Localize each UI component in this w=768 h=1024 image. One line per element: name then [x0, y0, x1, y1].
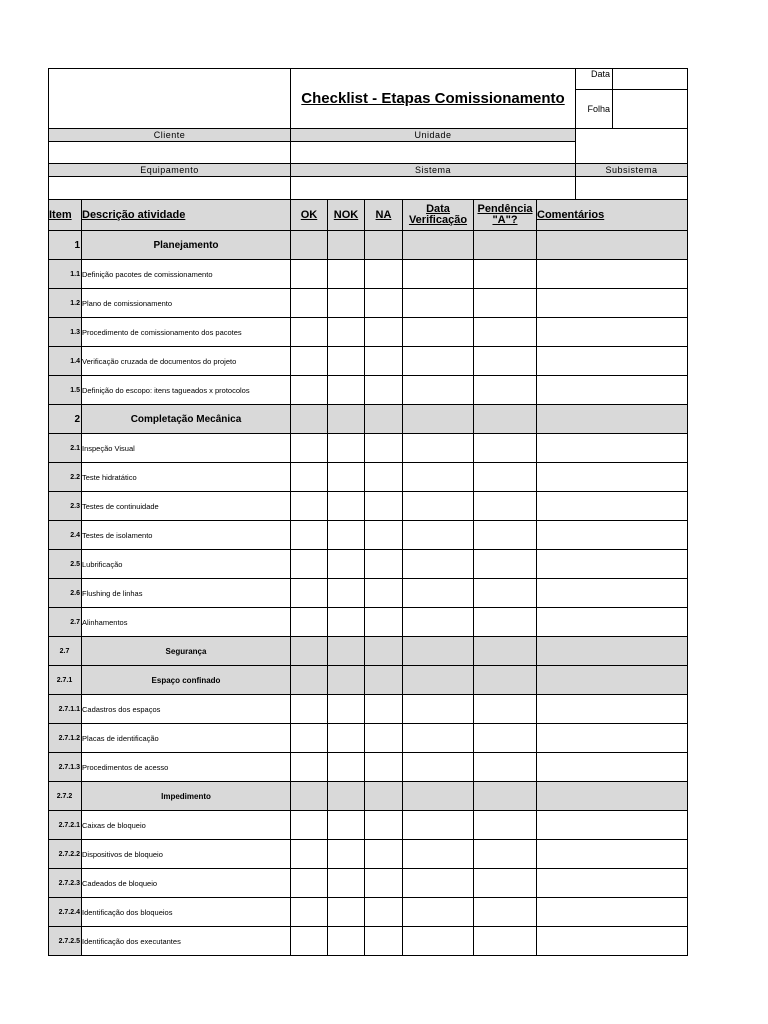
pendencia-cell[interactable] [474, 753, 537, 782]
table-row [49, 376, 688, 405]
comentarios-cell [537, 782, 688, 811]
data-verificacao-cell[interactable] [403, 521, 474, 550]
equipamento-label: Equipamento [49, 164, 291, 177]
item-number: 2.7.2.1 [49, 811, 82, 840]
activity-description: Definição do escopo: itens tagueados x protocolos [82, 376, 291, 405]
item-number: 2.7 [49, 637, 82, 666]
item-number: 2.7.1.1 [49, 695, 82, 724]
nok-cell[interactable] [328, 724, 365, 753]
table-row [49, 463, 688, 492]
col-comentarios: Comentários [537, 200, 688, 231]
nok-cell [328, 637, 365, 666]
comentarios-cell[interactable] [537, 289, 688, 318]
ok-cell[interactable] [291, 289, 328, 318]
data-verificacao-cell [403, 405, 474, 434]
nok-cell[interactable] [328, 521, 365, 550]
checklist-sheet [48, 68, 687, 956]
table-row [49, 753, 688, 782]
na-cell[interactable] [365, 521, 403, 550]
table-row [49, 492, 688, 521]
pendencia-cell [474, 405, 537, 434]
pendencia-cell[interactable] [474, 695, 537, 724]
nok-cell[interactable] [328, 289, 365, 318]
col-pendencia-line2: "A"? [492, 214, 518, 226]
data-verificacao-cell[interactable] [403, 550, 474, 579]
nok-cell [328, 231, 365, 260]
item-number: 2.7.2 [49, 782, 82, 811]
table-row [49, 724, 688, 753]
sistema-field[interactable] [291, 177, 576, 200]
ok-cell [291, 666, 328, 695]
col-data-verificacao [403, 200, 474, 231]
ok-cell[interactable] [291, 376, 328, 405]
item-number: 2.6 [49, 579, 82, 608]
ok-cell[interactable] [291, 608, 328, 637]
item-number: 2.7.1.3 [49, 753, 82, 782]
ok-cell[interactable] [291, 318, 328, 347]
item-number: 2.3 [49, 492, 82, 521]
pendencia-cell[interactable] [474, 579, 537, 608]
checklist-rows [49, 231, 688, 956]
comentarios-cell[interactable] [537, 840, 688, 869]
pendencia-cell[interactable] [474, 869, 537, 898]
data-verificacao-cell[interactable] [403, 840, 474, 869]
table-row [49, 434, 688, 463]
table-row [49, 579, 688, 608]
activity-description: Identificação dos executantes [82, 927, 291, 956]
data-verificacao-cell[interactable] [403, 927, 474, 956]
activity-description: Cadeados de bloqueio [82, 869, 291, 898]
comentarios-cell[interactable] [537, 695, 688, 724]
nok-cell[interactable] [328, 840, 365, 869]
na-cell[interactable] [365, 318, 403, 347]
item-number: 2.7 [49, 608, 82, 637]
data-verificacao-cell[interactable] [403, 898, 474, 927]
na-cell[interactable] [365, 260, 403, 289]
pendencia-cell[interactable] [474, 521, 537, 550]
col-nok: NOK [328, 200, 365, 231]
na-cell[interactable] [365, 927, 403, 956]
ok-cell[interactable] [291, 521, 328, 550]
equipamento-field[interactable] [49, 177, 291, 200]
activity-description: Verificação cruzada de documentos do projeto [82, 347, 291, 376]
na-cell[interactable] [365, 753, 403, 782]
na-cell [365, 231, 403, 260]
item-number: 1.5 [49, 376, 82, 405]
data-verificacao-cell[interactable] [403, 695, 474, 724]
data-verificacao-cell [403, 231, 474, 260]
comentarios-cell[interactable] [537, 434, 688, 463]
data-verificacao-cell[interactable] [403, 463, 474, 492]
data-verificacao-cell [403, 782, 474, 811]
col-pendencia-line1: Pendência [477, 203, 533, 215]
item-number: 2.7.2.2 [49, 840, 82, 869]
col-item: Item [49, 200, 82, 231]
pendencia-cell[interactable] [474, 347, 537, 376]
item-number: 1 [49, 231, 82, 260]
nok-cell [328, 405, 365, 434]
activity-description: Procedimentos de acesso [82, 753, 291, 782]
ok-cell [291, 782, 328, 811]
pendencia-cell[interactable] [474, 811, 537, 840]
activity-description: Caixas de bloqueio [82, 811, 291, 840]
na-cell[interactable] [365, 695, 403, 724]
activity-description: Teste hidratático [82, 463, 291, 492]
na-cell[interactable] [365, 840, 403, 869]
comentarios-cell[interactable] [537, 492, 688, 521]
section-title: Impedimento [82, 782, 291, 811]
ok-cell[interactable] [291, 550, 328, 579]
na-cell[interactable] [365, 434, 403, 463]
comentarios-cell[interactable] [537, 898, 688, 927]
comentarios-cell[interactable] [537, 869, 688, 898]
item-number: 2.7.1 [49, 666, 82, 695]
item-number: 2.2 [49, 463, 82, 492]
item-number: 1.4 [49, 347, 82, 376]
nok-cell[interactable] [328, 811, 365, 840]
section-row [49, 405, 688, 434]
section-row [49, 231, 688, 260]
table-row [49, 289, 688, 318]
comentarios-cell[interactable] [537, 811, 688, 840]
comentarios-cell[interactable] [537, 724, 688, 753]
data-verificacao-cell[interactable] [403, 753, 474, 782]
na-cell[interactable] [365, 550, 403, 579]
comentarios-cell [537, 666, 688, 695]
info-blank-right [576, 129, 688, 164]
nok-cell[interactable] [328, 550, 365, 579]
na-cell[interactable] [365, 463, 403, 492]
item-number: 1.2 [49, 289, 82, 318]
section-row [49, 782, 688, 811]
na-cell[interactable] [365, 492, 403, 521]
activity-description: Cadastros dos espaços [82, 695, 291, 724]
table-row [49, 869, 688, 898]
na-cell[interactable] [365, 869, 403, 898]
item-number: 2.5 [49, 550, 82, 579]
data-verificacao-cell [403, 637, 474, 666]
na-cell [365, 405, 403, 434]
na-cell[interactable] [365, 724, 403, 753]
item-number: 1.1 [49, 260, 82, 289]
ok-cell[interactable] [291, 347, 328, 376]
activity-description: Dispositivos de bloqueio [82, 840, 291, 869]
pendencia-cell [474, 637, 537, 666]
pendencia-cell[interactable] [474, 376, 537, 405]
ok-cell [291, 231, 328, 260]
data-verificacao-cell[interactable] [403, 434, 474, 463]
table-row [49, 318, 688, 347]
ok-cell[interactable] [291, 463, 328, 492]
comentarios-cell [537, 637, 688, 666]
nok-cell[interactable] [328, 898, 365, 927]
nok-cell[interactable] [328, 695, 365, 724]
ok-cell [291, 637, 328, 666]
comentarios-cell[interactable] [537, 318, 688, 347]
table-row [49, 550, 688, 579]
data-verificacao-cell[interactable] [403, 608, 474, 637]
nok-cell[interactable] [328, 927, 365, 956]
table-row [49, 927, 688, 956]
activity-description: Definição pacotes de comissionamento [82, 260, 291, 289]
ok-cell[interactable] [291, 695, 328, 724]
na-cell[interactable] [365, 579, 403, 608]
ok-cell[interactable] [291, 869, 328, 898]
data-verificacao-cell[interactable] [403, 260, 474, 289]
page-title: Checklist - Etapas Comissionamento [301, 89, 565, 107]
na-cell[interactable] [365, 347, 403, 376]
item-number: 1.3 [49, 318, 82, 347]
na-cell[interactable] [365, 608, 403, 637]
activity-description: Alinhamentos [82, 608, 291, 637]
ok-cell[interactable] [291, 492, 328, 521]
subsistema-label: Subsistema [576, 164, 688, 177]
comentarios-cell[interactable] [537, 550, 688, 579]
nok-cell[interactable] [328, 608, 365, 637]
info-table [48, 128, 688, 200]
pendencia-cell[interactable] [474, 289, 537, 318]
data-verificacao-cell[interactable] [403, 724, 474, 753]
activity-description: Testes de isolamento [82, 521, 291, 550]
ok-cell[interactable] [291, 927, 328, 956]
pendencia-cell[interactable] [474, 840, 537, 869]
logo-area[interactable] [49, 69, 291, 129]
section-title: Espaço confinado [82, 666, 291, 695]
unidade-field[interactable] [291, 142, 576, 164]
nok-cell[interactable] [328, 492, 365, 521]
item-number: 2 [49, 405, 82, 434]
nok-cell[interactable] [328, 347, 365, 376]
section-title: Completação Mecânica [82, 405, 291, 434]
na-cell[interactable] [365, 289, 403, 318]
cliente-label: Cliente [49, 129, 291, 142]
item-number: 2.7.2.5 [49, 927, 82, 956]
comentarios-cell[interactable] [537, 463, 688, 492]
checklist-table [48, 199, 688, 956]
activity-description: Testes de continuidade [82, 492, 291, 521]
activity-description: Lubrificação [82, 550, 291, 579]
nok-cell[interactable] [328, 260, 365, 289]
comentarios-cell[interactable] [537, 521, 688, 550]
activity-description: Flushing de linhas [82, 579, 291, 608]
activity-description: Inspeção Visual [82, 434, 291, 463]
na-cell [365, 637, 403, 666]
folha-field[interactable] [613, 90, 688, 129]
nok-cell[interactable] [328, 376, 365, 405]
nok-cell [328, 666, 365, 695]
ok-cell[interactable] [291, 260, 328, 289]
na-cell [365, 666, 403, 695]
subsistema-field[interactable] [576, 177, 688, 200]
pendencia-cell[interactable] [474, 463, 537, 492]
item-number: 2.7.2.3 [49, 869, 82, 898]
data-verificacao-cell[interactable] [403, 492, 474, 521]
pendencia-cell [474, 231, 537, 260]
col-data-line1: Data [426, 203, 450, 215]
comentarios-cell[interactable] [537, 347, 688, 376]
pendencia-cell [474, 782, 537, 811]
data-verificacao-cell[interactable] [403, 579, 474, 608]
comentarios-cell[interactable] [537, 579, 688, 608]
na-cell[interactable] [365, 898, 403, 927]
data-verificacao-cell[interactable] [403, 347, 474, 376]
ok-cell[interactable] [291, 434, 328, 463]
na-cell[interactable] [365, 811, 403, 840]
nok-cell[interactable] [328, 463, 365, 492]
pendencia-cell[interactable] [474, 550, 537, 579]
section-row [49, 666, 688, 695]
pendencia-cell[interactable] [474, 260, 537, 289]
sistema-label: Sistema [291, 164, 576, 177]
activity-description: Procedimento de comissionamento dos pacotes [82, 318, 291, 347]
pendencia-cell[interactable] [474, 492, 537, 521]
table-row [49, 260, 688, 289]
nok-cell [328, 782, 365, 811]
nok-cell[interactable] [328, 869, 365, 898]
ok-cell[interactable] [291, 811, 328, 840]
cliente-field[interactable] [49, 142, 291, 164]
data-verificacao-cell[interactable] [403, 289, 474, 318]
data-verificacao-cell[interactable] [403, 869, 474, 898]
comentarios-cell[interactable] [537, 608, 688, 637]
comentarios-cell[interactable] [537, 376, 688, 405]
table-row [49, 840, 688, 869]
unidade-label: Unidade [291, 129, 576, 142]
na-cell[interactable] [365, 376, 403, 405]
data-verificacao-cell [403, 666, 474, 695]
table-row [49, 695, 688, 724]
data-verificacao-cell[interactable] [403, 318, 474, 347]
data-verificacao-cell[interactable] [403, 811, 474, 840]
pendencia-cell[interactable] [474, 434, 537, 463]
page-title-cell [291, 69, 576, 129]
data-verificacao-cell[interactable] [403, 376, 474, 405]
section-title: Planejamento [82, 231, 291, 260]
nok-cell[interactable] [328, 753, 365, 782]
comentarios-cell[interactable] [537, 927, 688, 956]
item-number: 2.4 [49, 521, 82, 550]
comentarios-cell[interactable] [537, 753, 688, 782]
table-row [49, 521, 688, 550]
ok-cell[interactable] [291, 753, 328, 782]
activity-description: Plano de comissionamento [82, 289, 291, 318]
item-number: 2.7.1.2 [49, 724, 82, 753]
item-number: 2.1 [49, 434, 82, 463]
activity-description: Identificação dos bloqueios [82, 898, 291, 927]
item-number: 2.7.2.4 [49, 898, 82, 927]
pendencia-cell[interactable] [474, 318, 537, 347]
col-descricao: Descrição atividade [82, 200, 291, 231]
ok-cell[interactable] [291, 724, 328, 753]
nok-cell[interactable] [328, 434, 365, 463]
column-header-row [49, 200, 688, 231]
pendencia-cell[interactable] [474, 608, 537, 637]
data-label: Data [576, 69, 613, 90]
pendencia-cell [474, 666, 537, 695]
ok-cell [291, 405, 328, 434]
nok-cell[interactable] [328, 579, 365, 608]
col-pendencia [474, 200, 537, 231]
col-data-line2: Verificação [408, 214, 468, 226]
comentarios-cell [537, 231, 688, 260]
comentarios-cell [537, 405, 688, 434]
section-title: Segurança [82, 637, 291, 666]
header-table [48, 68, 688, 129]
pendencia-cell[interactable] [474, 724, 537, 753]
table-row [49, 811, 688, 840]
nok-cell[interactable] [328, 318, 365, 347]
ok-cell[interactable] [291, 840, 328, 869]
table-row [49, 347, 688, 376]
section-row [49, 637, 688, 666]
ok-cell[interactable] [291, 898, 328, 927]
pendencia-cell[interactable] [474, 898, 537, 927]
col-na: NA [365, 200, 403, 231]
folha-label: Folha [576, 90, 613, 129]
comentarios-cell[interactable] [537, 260, 688, 289]
data-field[interactable] [613, 69, 688, 90]
activity-description: Placas de identificação [82, 724, 291, 753]
table-row [49, 898, 688, 927]
ok-cell[interactable] [291, 579, 328, 608]
pendencia-cell[interactable] [474, 927, 537, 956]
na-cell [365, 782, 403, 811]
table-row [49, 608, 688, 637]
col-ok: OK [291, 200, 328, 231]
